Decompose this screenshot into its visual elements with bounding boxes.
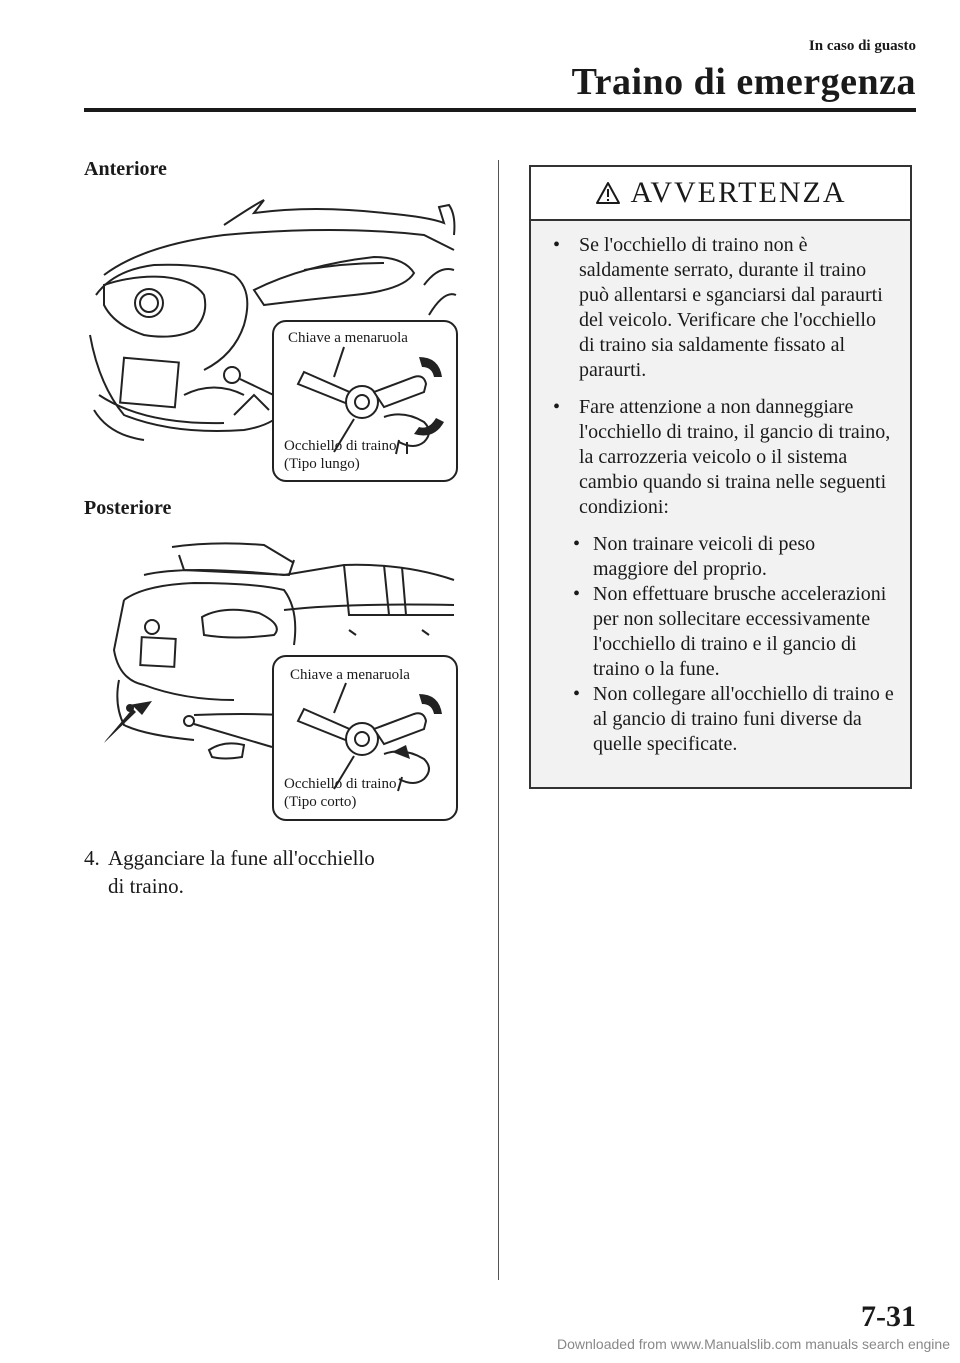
warning-sub-item xyxy=(551,682,894,757)
rear-eye-label-line1: Occhiello di traino xyxy=(284,776,397,792)
warning-sub-item-text: Non effettuare brusche accelerazioni per non sollecitare eccessivamente l'occhiello di traino e il gancio di traino o la fune. xyxy=(593,583,887,680)
step-line2: di traino. xyxy=(108,874,184,898)
rear-callout-box xyxy=(272,655,458,821)
warning-sub-bullet: • xyxy=(573,533,581,555)
warning-sub-bullet: • xyxy=(573,683,581,705)
front-wrench-label: Chiave a menaruola xyxy=(288,330,408,346)
rear-label: Posteriore xyxy=(84,497,172,519)
warning-header xyxy=(531,167,910,221)
front-callout-box xyxy=(272,320,458,482)
page-number: 7-31 xyxy=(861,1300,916,1333)
warning-triangle-icon xyxy=(595,181,621,205)
front-eye-label-line2: (Tipo lungo) xyxy=(284,456,360,472)
warning-body xyxy=(531,221,910,757)
front-eye-label-line1: Occhiello di traino xyxy=(284,438,397,454)
rear-figure xyxy=(84,535,462,825)
warning-sub-list xyxy=(551,532,894,757)
page-title: Traino di emergenza xyxy=(571,61,916,103)
warning-sub-item xyxy=(551,582,894,682)
warning-item xyxy=(551,395,894,520)
rear-wrench-label: Chiave a menaruola xyxy=(290,667,410,683)
warning-bullet: • xyxy=(553,396,561,418)
header-rule xyxy=(84,108,916,112)
column-divider xyxy=(498,160,499,1280)
warning-sub-item-text: Non collegare all'occhiello di traino e al gancio di traino funi diverse da quelle specificate. xyxy=(593,683,894,755)
warning-bullet: • xyxy=(553,234,561,256)
rear-eye-label-line2: (Tipo corto) xyxy=(284,794,357,810)
front-figure xyxy=(84,195,462,485)
warning-sub-item xyxy=(551,532,894,582)
step-line1: Agganciare la fune all'occhiello xyxy=(108,846,375,870)
warning-sub-bullet: • xyxy=(573,583,581,605)
step-number: 4. xyxy=(84,846,100,870)
watermark: Downloaded from www.Manualslib.com manuals search engine xyxy=(557,1336,950,1352)
front-label: Anteriore xyxy=(84,158,167,180)
warning-box xyxy=(529,165,912,789)
warning-item xyxy=(551,233,894,383)
header-section: In caso di guasto xyxy=(808,38,916,54)
warning-item-text: Se l'occhiello di traino non è saldamente serrato, durante il traino può allentarsi e sganciarsi dal paraurti del veicolo. Verificare che l'occhiello di traino sia saldamente fissato al paraurti. xyxy=(579,234,883,381)
warning-sub-item-text: Non trainare veicoli di peso maggiore del proprio. xyxy=(593,533,816,580)
warning-title: AVVERTENZA xyxy=(630,176,847,209)
warning-item-text: Fare attenzione a non danneggiare l'occhiello di traino, il gancio di traino, la carrozzeria veicolo o il sistema cambio quando si traina nelle seguenti condizioni: xyxy=(579,396,891,518)
step-4 xyxy=(84,844,375,900)
